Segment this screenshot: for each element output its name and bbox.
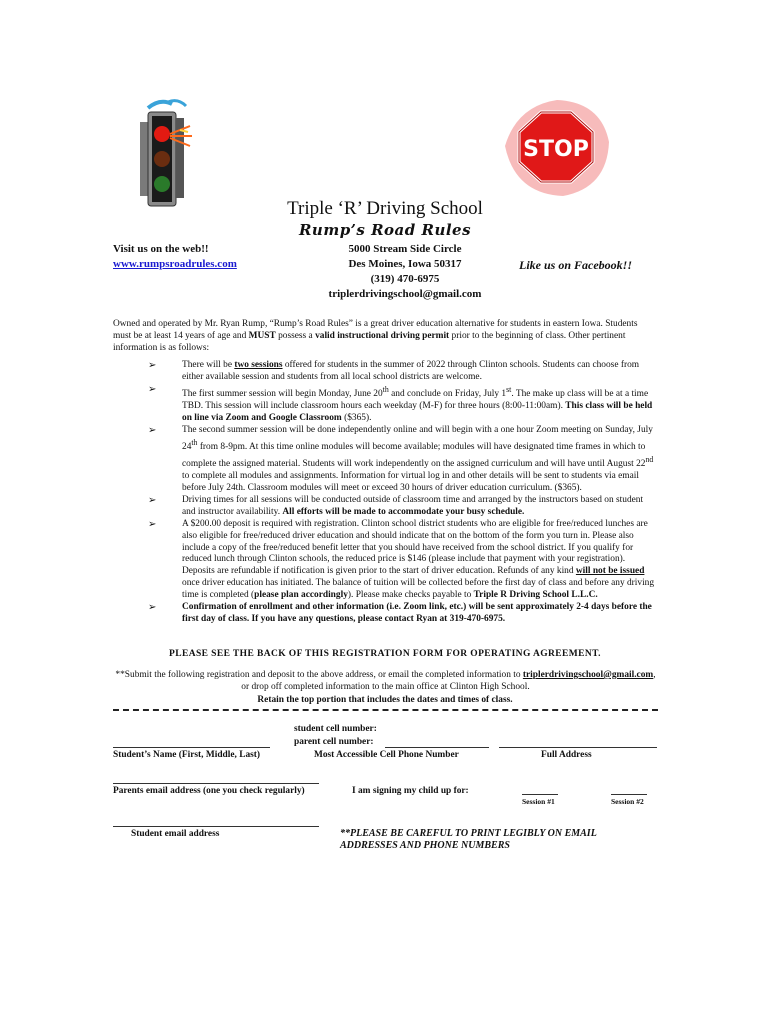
address-email: triplerdrivingschool@gmail.com — [328, 288, 482, 300]
signing-label: I am signing my child up for: — [352, 786, 469, 796]
parent-email-label: Parents email address (one you check regularly) — [113, 786, 305, 796]
address-block — [300, 242, 510, 302]
web-label: Visit us on the web!! — [113, 243, 209, 255]
list-item: ➢ A $200.00 deposit is required with registration. Clinton school district students who are eligible for free/reduced lunches are also eligible for free/reduced driver education and should indicate that on the bottom of the form you turn in. Please also include a copy of the free/reduced benefit letter that you should have received from the school district. If you qualify for reduced lunch through Clinton schools, the reduced price is $146 (please include that payment with your registration). Deposits are refundable if notification is given prior to the start of driver education. Refunds of any kind will not be issued once driver education has initiated. The balance of tuition will be collected before the first day of class and before any driving time is completed (please plan accordingly). Please make checks payable to Triple R Driving School L.L.C. — [148, 518, 655, 600]
list-item: ➢ The first summer session will begin Monday, June 20th and conclude on Friday, July 1st. The make up class will be at a time TBD. This session will include classroom hours each weekday (M-F) for three hours (8:00-11:00am). This class will be held on line via Zoom and Google Classroom ($365). — [148, 384, 653, 423]
legibility-note: **PLEASE BE CAREFUL TO PRINT LEGIBLY ON EMAIL ADDRESSES AND PHONE NUMBERS — [340, 828, 597, 851]
intro-paragraph: Owned and operated by Mr. Ryan Rump, “Rump’s Road Rules” is a great driver education alternative for students in eastern Iowa. Students must be at least 14 years of age and MUST possess a valid instructional driving permit prior to the beginning of class. Other pertinent information is as follows: — [113, 319, 638, 353]
list-item: ➢ Driving times for all sessions will be conducted outside of classroom time and arranged by the instructors based on student and instructor availability. All efforts will be made to accommodate your busy schedule. — [148, 494, 644, 517]
cell-phone-label: Most Accessible Cell Phone Number — [314, 750, 459, 760]
student-name-field[interactable] — [113, 747, 270, 748]
list-item: ➢ Confirmation of enrollment and other information (i.e. Zoom link, etc.) will be sent approximately 2-4 days before the first day of class. If you have any questions, please contact Ryan at 319-470-6975. — [148, 602, 652, 624]
list-item: ➢ There will be two sessions offered for students in the summer of 2022 through Clinton schools. Students can choose from either available session and students from all local school districts are welcome. — [148, 360, 640, 382]
address-street: 5000 Stream Side Circle — [348, 243, 462, 255]
student-email-label: Student email address — [131, 829, 220, 839]
student-name-label: Student’s Name (First, Middle, Last) — [113, 750, 261, 760]
traffic-light-icon — [130, 98, 210, 210]
submit-email-link[interactable]: triplerdrivingschool@gmail.com — [522, 670, 654, 680]
arrow-bullet-icon: ➢ — [148, 494, 157, 506]
website-link[interactable]: www.rumpsroadrules.com — [113, 258, 237, 270]
arrow-bullet-icon: ➢ — [148, 384, 157, 396]
session2-checkbox[interactable] — [611, 794, 647, 795]
parent-cell-field[interactable] — [385, 747, 489, 748]
arrow-bullet-icon: ➢ — [148, 602, 157, 614]
parent-email-field[interactable] — [113, 783, 319, 784]
school-title: Triple ‘R’ Driving School — [287, 198, 483, 219]
school-subtitle: Rump’s Road Rules — [298, 221, 472, 239]
stop-sign-text: STOP — [523, 137, 589, 162]
student-email-field[interactable] — [113, 826, 319, 827]
address-phone: (319) 470-6975 — [370, 273, 440, 285]
arrow-bullet-icon: ➢ — [148, 360, 157, 371]
full-address-field[interactable] — [499, 747, 657, 748]
back-notice: PLEASE SEE THE BACK OF THIS REGISTRATION FORM FOR OPERATING AGREEMENT. — [169, 649, 601, 659]
arrow-bullet-icon: ➢ — [148, 518, 157, 530]
stop-sign-icon — [497, 92, 615, 204]
web-block — [113, 242, 237, 272]
address-city: Des Moines, Iowa 50317 — [348, 258, 462, 270]
parent-cell-label: parent cell number: — [294, 737, 374, 747]
facebook-text: Like us on Facebook!! — [519, 258, 633, 272]
retain-note: Retain the top portion that includes the dates and times of class. — [257, 695, 513, 705]
full-address-label: Full Address — [541, 750, 592, 760]
student-cell-label: student cell number: — [294, 724, 377, 734]
cut-line — [113, 709, 658, 711]
session2-label: Session #2 — [611, 797, 644, 806]
list-item: ➢ The second summer session will be done independently online and will begin with a one hour Zoom meeting on Sunday, July 24th from 8-9pm. At this time online modules will become available; modules will have designated time frames in which to complete the assigned material. Students will work independently on the assigned curriculum and will have until August 22nd to complete all modules and assignments. Information for virtual log in and other details will be sent to students via email before July 24th. Classroom modules will meet or exceed 30 hours of driver education curriculum. ($365). — [148, 425, 654, 493]
arrow-bullet-icon: ➢ — [148, 425, 157, 437]
session1-checkbox[interactable] — [522, 794, 558, 795]
submit-instructions: **Submit the following registration and deposit to the above address, or email the completed information to triplerdrivingschool@gmail.com, or drop off completed information to the main office at Clinton High School. — [115, 670, 656, 692]
session1-label: Session #1 — [522, 797, 555, 806]
info-list — [148, 360, 658, 626]
